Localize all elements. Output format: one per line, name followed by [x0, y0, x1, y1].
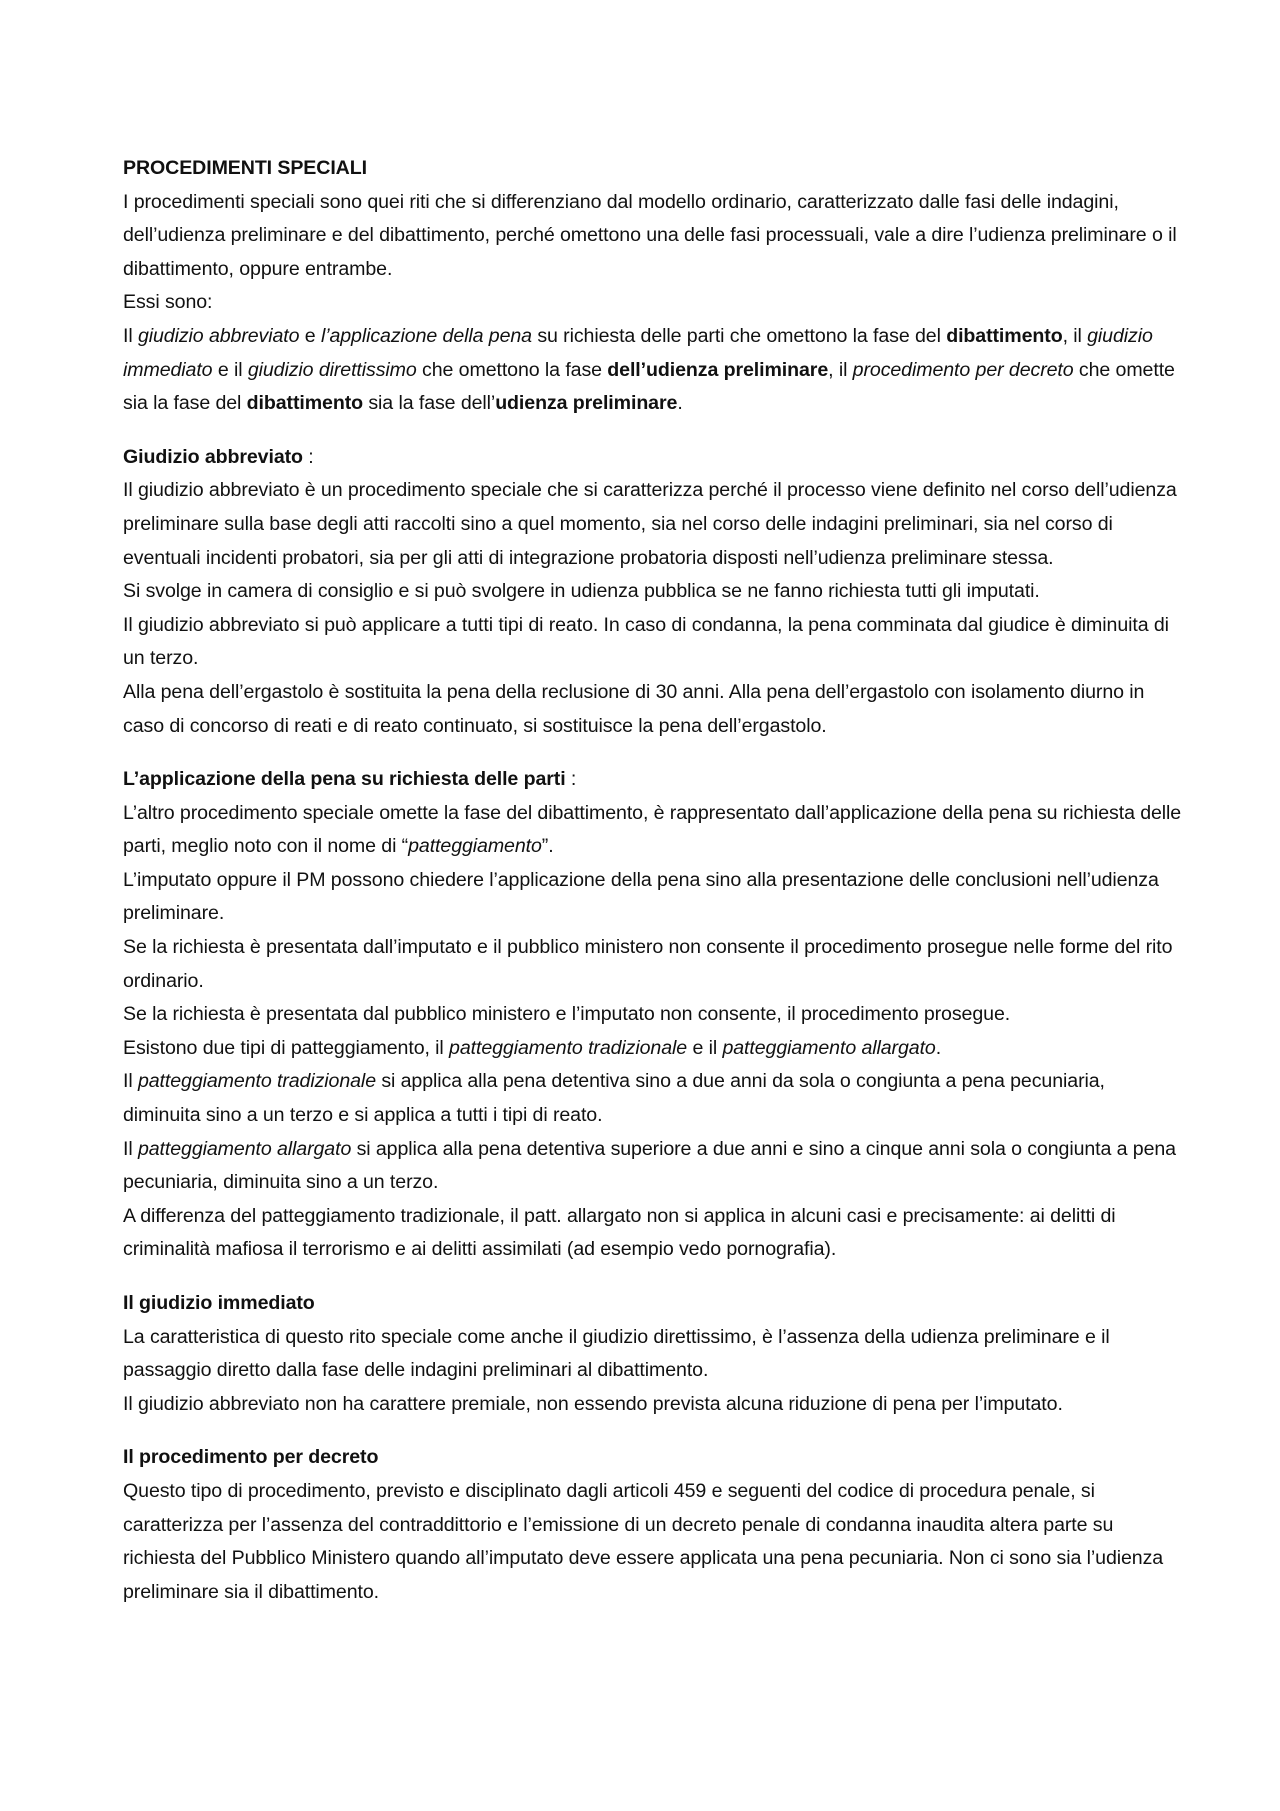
- text-run: Alla pena dell’ergastolo è sostituita la pena della reclusione di 30 anni. Alla pena dell’ergastolo con isolamento diurno in caso di concorso di reati e di reato continuato, si sostituisce la pena dell’ergastolo.: [123, 680, 1145, 737]
- paragraph: [123, 575, 1185, 609]
- italic-text: patteggiamento tradizionale: [137, 1070, 376, 1093]
- section-heading: L’applicazione della pena su richiesta delle parti: [123, 768, 566, 791]
- text-run: A differenza del patteggiamento tradizionale, il patt. allargato non si applica in alcuni casi e precisamente: ai delitti di criminalità mafiosa il terrorismo e ai delitti assimilati (ad esempio vedo pornografia).: [123, 1204, 1116, 1261]
- text-run: che omettono la fase: [416, 358, 608, 381]
- italic-text: patteggiamento: [408, 835, 542, 858]
- section: [123, 1287, 1185, 1421]
- section-heading: PROCEDIMENTI SPECIALI: [123, 157, 367, 179]
- section-heading: Il procedimento per decreto: [123, 1446, 379, 1469]
- paragraph: [123, 320, 1185, 421]
- text-run: I procedimenti speciali sono quei riti che si differenziano dal modello ordinario, caratterizzato dalle fasi delle indagini, dell’udienza preliminare e del dibattimento, perché omettono una delle fasi processuali, vale a dire l’udienza preliminare o il dibattimento, oppure entrambe.: [123, 190, 1177, 280]
- paragraph: [123, 1475, 1185, 1609]
- italic-text: giudizio abbreviato: [137, 324, 300, 347]
- italic-text: patteggiamento tradizionale: [449, 1036, 688, 1059]
- paragraph: [123, 1065, 1185, 1132]
- paragraph: [123, 1032, 1185, 1066]
- text-run: Il: [123, 324, 138, 347]
- bold-text: dibattimento: [946, 324, 1063, 347]
- section: [123, 152, 1185, 421]
- italic-text: patteggiamento allargato: [722, 1036, 936, 1059]
- paragraph: [123, 1321, 1185, 1388]
- italic-text: l’applicazione della pena: [320, 324, 532, 347]
- section-heading-line: [123, 441, 1185, 475]
- paragraph: [123, 609, 1185, 676]
- paragraph: [123, 797, 1185, 864]
- text-run: Essi sono:: [123, 291, 213, 314]
- section: [123, 441, 1185, 743]
- text-run: su richiesta delle parti che omettono la fase del: [531, 324, 947, 347]
- italic-text: giudizio immediato: [123, 324, 1153, 381]
- text-run: Se la richiesta è presentata dall’imputato e il pubblico ministero non consente il procedimento prosegue nelle forme del rito ordinario.: [123, 936, 1173, 992]
- text-run: si applica alla pena detentiva sino a due anni da sola o congiunta a pena pecuniaria, diminuita sino a un terzo e si applica a tutti i tipi di reato.: [123, 1070, 1105, 1127]
- text-run: .: [677, 392, 683, 415]
- text-run: Si svolge in camera di consiglio e si può svolgere in udienza pubblica se ne fanno richiesta tutti gli imputati.: [123, 580, 1040, 603]
- paragraph: [123, 998, 1185, 1032]
- bold-text: dell’udienza preliminare: [607, 358, 829, 381]
- paragraph: [123, 474, 1185, 575]
- text-run: Il giudizio abbreviato non ha carattere premiale, non essendo prevista alcuna riduzione di pena per l’imputato.: [123, 1392, 1063, 1415]
- italic-text: procedimento per decreto: [852, 358, 1074, 381]
- text-run: e il: [212, 358, 248, 381]
- paragraph: [123, 1388, 1185, 1422]
- bold-text: dibattimento: [246, 392, 364, 415]
- text-run: , il: [1062, 324, 1088, 347]
- section-heading-line: [123, 763, 1185, 797]
- paragraph: [123, 286, 1185, 320]
- text-run: e: [299, 324, 321, 347]
- section-heading-suffix: :: [565, 768, 577, 791]
- text-run: Questo tipo di procedimento, previsto e disciplinato dagli articoli 459 e seguenti del codice di procedura penale, si caratterizza per l’assenza del contraddittorio e l’emissione di un decreto penale di condanna inaudita altera parte su richiesta del Pubblico Ministero quando all’imputato deve essere applicata una pena pecuniaria. Non ci sono sia l’udienza preliminare sia il dibattimento.: [123, 1479, 1164, 1603]
- paragraph: [123, 864, 1185, 931]
- paragraph: [123, 931, 1185, 998]
- text-run: Se la richiesta è presentata dal pubblico ministero e l’imputato non consente, il procedimento prosegue.: [123, 1003, 1011, 1026]
- text-run: La caratteristica di questo rito speciale come anche il giudizio direttissimo, è l’assenza della udienza preliminare e il passaggio diretto dalla fase delle indagini preliminari al dibattimento.: [123, 1325, 1110, 1382]
- text-run: Il: [123, 1070, 138, 1093]
- paragraph: [123, 1200, 1185, 1267]
- text-run: L’imputato oppure il PM possono chiedere l’applicazione della pena sino alla presentazione delle conclusioni nell’udienza preliminare.: [123, 868, 1159, 925]
- text-run: , il: [828, 358, 853, 381]
- paragraph: [123, 1133, 1185, 1200]
- text-run: che omette sia la fase del: [123, 358, 1175, 415]
- text-run: Esistono due tipi di patteggiamento, il: [123, 1036, 450, 1059]
- italic-text: patteggiamento allargato: [137, 1137, 352, 1160]
- text-run: ”.: [541, 835, 554, 858]
- section-heading: Il giudizio immediato: [123, 1292, 315, 1314]
- text-run: Il giudizio abbreviato si può applicare a tutti tipi di reato. In caso di condanna, la pena comminata dal giudice è diminuita di un terzo.: [123, 613, 1169, 670]
- paragraph: [123, 676, 1185, 743]
- text-run: L’altro procedimento speciale omette la fase del dibattimento, è rappresentato dall’applicazione della pena su richiesta delle parti, meglio noto con il nome di “: [123, 801, 1182, 858]
- paragraph: [123, 186, 1185, 287]
- section-heading: Giudizio abbreviato: [123, 445, 303, 468]
- text-run: Il giudizio abbreviato è un procedimento speciale che si caratterizza perché il processo viene definito nel corso dell’udienza preliminare sulla base degli atti raccolti sino a quel momento, sia nel corso delle indagini preliminari, sia nel corso di eventuali incidenti probatori, sia per gli atti di integrazione probatoria disposti nell’udienza preliminare stessa.: [123, 479, 1177, 569]
- section: [123, 763, 1185, 1267]
- section-heading-line: [123, 152, 1185, 186]
- bold-text: udienza preliminare: [495, 392, 678, 415]
- text-run: si applica alla pena detentiva superiore a due anni e sino a cinque anni sola o congiunta a pena pecuniaria, diminuita sino a un terzo.: [123, 1137, 1176, 1194]
- text-run: .: [935, 1036, 942, 1059]
- document-page: [123, 152, 1185, 1609]
- text-run: e il: [687, 1036, 723, 1059]
- italic-text: giudizio direttissimo: [247, 358, 417, 381]
- text-run: Il: [123, 1137, 138, 1160]
- section-heading-line: [123, 1287, 1185, 1321]
- section: [123, 1441, 1185, 1609]
- text-run: sia la fase dell’: [363, 392, 496, 415]
- section-heading-suffix: :: [302, 445, 314, 468]
- section-heading-line: [123, 1441, 1185, 1475]
